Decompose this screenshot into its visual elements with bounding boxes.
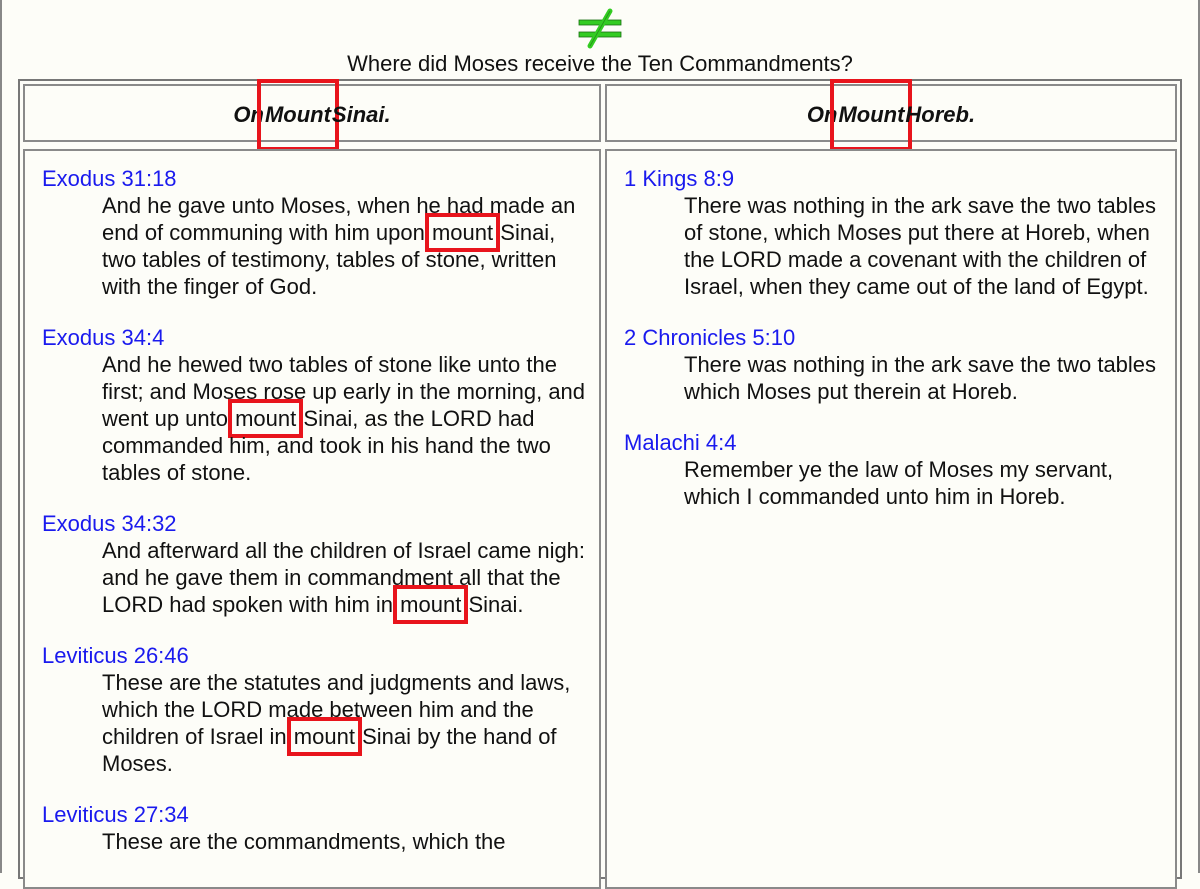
header-highlight-mount: Mount bbox=[264, 86, 332, 144]
header-highlight-mount: Mount bbox=[837, 86, 905, 144]
verse-text-before: These are the commandments, which the bbox=[102, 829, 506, 854]
verse-list-sinai bbox=[25, 151, 599, 855]
column-body-horeb[interactable] bbox=[605, 149, 1177, 889]
header-suffix: Sinai. bbox=[331, 102, 391, 127]
header-prefix: On bbox=[233, 102, 264, 127]
verse-reference-link[interactable]: 1 Kings 8:9 bbox=[624, 166, 735, 191]
comparison-table bbox=[18, 79, 1182, 879]
verse-text-before: And he gave unto Moses, when he had made an end of communing with him upon bbox=[102, 193, 576, 245]
verse-reference-link[interactable]: Exodus 34:4 bbox=[42, 325, 165, 350]
header-suffix: Horeb. bbox=[905, 102, 976, 127]
verse-item bbox=[42, 510, 599, 618]
verse-text-after: Sinai, two tables of testimony, tables of stone, written with the finger of God. bbox=[102, 220, 557, 299]
verse-text bbox=[42, 828, 599, 855]
highlighted-word-mount: mount bbox=[293, 724, 355, 749]
verse-item bbox=[624, 429, 1175, 510]
verse-item bbox=[42, 324, 599, 486]
verse-reference-link[interactable]: Leviticus 26:46 bbox=[42, 643, 189, 668]
verse-item bbox=[42, 642, 599, 777]
verse-text bbox=[42, 537, 599, 618]
verse-text-before: There was nothing in the ark save the two tables which Moses put therein at Horeb. bbox=[684, 352, 1157, 404]
verse-text-after: Sinai by the hand of Moses. bbox=[102, 724, 557, 776]
verse-text bbox=[624, 456, 1175, 510]
header-prefix: On bbox=[806, 102, 838, 127]
window-border-left bbox=[0, 0, 2, 873]
verse-reference-link[interactable]: Leviticus 27:34 bbox=[42, 802, 189, 827]
verse-item bbox=[624, 165, 1175, 300]
verse-text bbox=[624, 351, 1175, 405]
verse-reference-link[interactable]: Exodus 31:18 bbox=[42, 166, 177, 191]
verse-item bbox=[42, 165, 599, 300]
verse-text bbox=[624, 192, 1175, 300]
not-equal-icon bbox=[570, 6, 630, 50]
highlighted-word-mount: mount bbox=[235, 406, 297, 431]
verse-text bbox=[42, 192, 599, 300]
page-title: Where did Moses receive the Ten Commandments? bbox=[347, 51, 853, 76]
verse-reference-link[interactable]: Malachi 4:4 bbox=[624, 430, 737, 455]
verse-text-before: And he hewed two tables of stone like unto the first; and Moses rose up early in the morning, and went up unto bbox=[102, 352, 586, 431]
verse-text-after: Sinai, as the LORD had commanded him, and took in his hand the two tables of stone. bbox=[102, 406, 551, 485]
verse-text-before: There was nothing in the ark save the two tables of stone, which Moses put there at Horeb, when the LORD made a covenant with the children of Israel, when they came out of the land of Egypt. bbox=[684, 193, 1157, 299]
verse-text-before: These are the statutes and judgments and laws, which the LORD made between him and the children of Israel in bbox=[102, 670, 571, 749]
verse-item bbox=[624, 324, 1175, 405]
verse-text-after: Sinai. bbox=[468, 592, 524, 617]
verse-text bbox=[42, 669, 599, 777]
verse-item bbox=[42, 801, 599, 855]
verse-reference-link[interactable]: Exodus 34:32 bbox=[42, 511, 177, 536]
column-header-sinai bbox=[23, 84, 601, 142]
verse-text bbox=[42, 351, 599, 486]
verse-reference-link[interactable]: 2 Chronicles 5:10 bbox=[624, 325, 796, 350]
verse-text-before: Remember ye the law of Moses my servant, which I commanded unto him in Horeb. bbox=[684, 457, 1114, 509]
verse-list-horeb bbox=[607, 151, 1175, 510]
verse-text-before: And afterward all the children of Israel came nigh: and he gave them in commandment all that the LORD had spoken with him in bbox=[102, 538, 586, 617]
column-header-horeb bbox=[605, 84, 1177, 142]
highlighted-word-mount: mount bbox=[431, 220, 494, 245]
highlighted-word-mount: mount bbox=[400, 592, 462, 617]
column-body-sinai[interactable] bbox=[23, 149, 601, 889]
